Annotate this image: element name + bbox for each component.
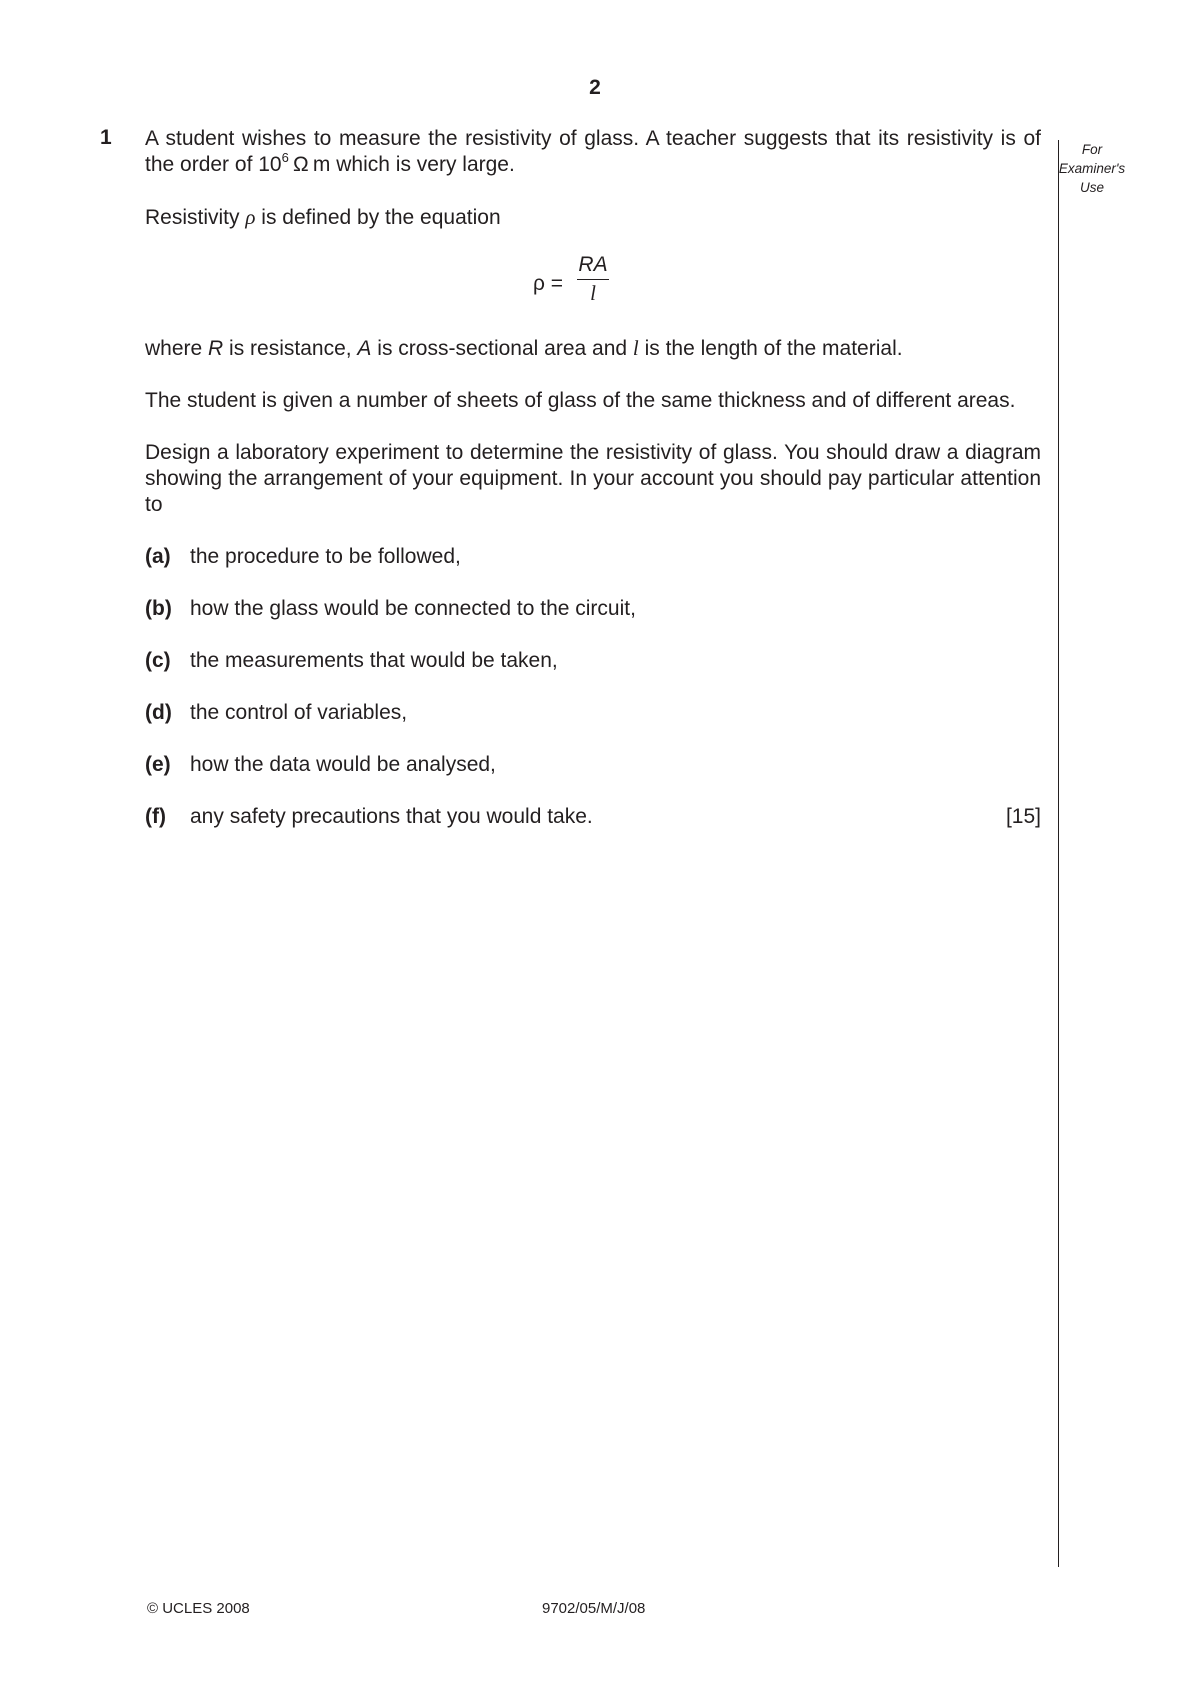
equation-fraction (577, 253, 609, 305)
intro-text: A student wishes to measure the resistivity of glass. A teacher suggests that its resistivity is of the order of 10 (145, 127, 1041, 176)
intro-text-end: Ω m which is very large. (288, 153, 515, 176)
symbol-R: R (208, 337, 224, 360)
symbol-l: l (632, 336, 639, 360)
where-text-3: is cross-sectional area and (371, 337, 633, 360)
question-part-c (145, 648, 1041, 674)
equation-numerator: RA (578, 253, 608, 276)
equation-denominator: l (590, 281, 596, 305)
part-text: how the data would be analysed, (190, 753, 496, 776)
question-part-d (145, 700, 1041, 726)
marks-total: [15] (1005, 805, 1041, 828)
footer-copyright: © UCLES 2008 (147, 1600, 250, 1617)
part-text: the procedure to be followed, (190, 545, 461, 568)
where-text-4: is the length of the material. (638, 337, 903, 360)
page-number: 2 (589, 76, 601, 99)
question-number: 1 (100, 126, 112, 149)
task-paragraph: Design a laboratory experiment to determine the resistivity of glass. You should draw a diagram showing the arrangement of your equipment. In your account you should pay particular attention to (145, 441, 1041, 516)
intro-paragraph (145, 126, 1041, 178)
given-paragraph: The student is given a number of sheets of glass of the same thickness and of different areas. (145, 389, 1016, 412)
resistivity-equation (145, 253, 1041, 313)
equation-lhs: ρ = (533, 272, 564, 295)
part-text: how the glass would be connected to the circuit, (190, 597, 636, 620)
definition-paragraph (145, 204, 1041, 231)
part-label: (f) (145, 805, 166, 828)
where-paragraph (145, 335, 1041, 362)
part-label: (e) (145, 753, 171, 776)
where-text-2: is resistance, (223, 337, 358, 360)
question-part-f (145, 804, 1041, 830)
fraction-bar (577, 279, 609, 280)
footer-paper-code: 9702/05/M/J/08 (542, 1600, 646, 1617)
examiner-label-line-2: Examiner's (1058, 161, 1126, 176)
question-parts-list (145, 544, 1041, 830)
power-exponent: 6 (281, 150, 289, 165)
examiner-use-label (1052, 140, 1132, 197)
part-text: any safety precautions that you would take. (190, 805, 593, 828)
part-text: the control of variables, (190, 701, 408, 724)
question-part-a (145, 544, 1041, 570)
examiner-margin-line (1058, 140, 1059, 1567)
part-label: (d) (145, 701, 172, 724)
question-part-e (145, 752, 1041, 778)
examiner-label-line-3: Use (1079, 180, 1104, 195)
part-text: the measurements that would be taken, (190, 649, 558, 672)
part-label: (a) (145, 545, 171, 568)
where-text-1: where (145, 337, 209, 360)
question-body (145, 126, 1041, 856)
part-label: (c) (145, 649, 171, 672)
rho-symbol: ρ (245, 205, 256, 229)
examiner-label-line-1: For (1081, 142, 1103, 157)
definition-text-end: is defined by the equation (255, 206, 501, 229)
symbol-A: A (357, 337, 372, 360)
definition-text: Resistivity (145, 206, 246, 229)
question-part-b (145, 596, 1041, 622)
part-label: (b) (145, 597, 172, 620)
